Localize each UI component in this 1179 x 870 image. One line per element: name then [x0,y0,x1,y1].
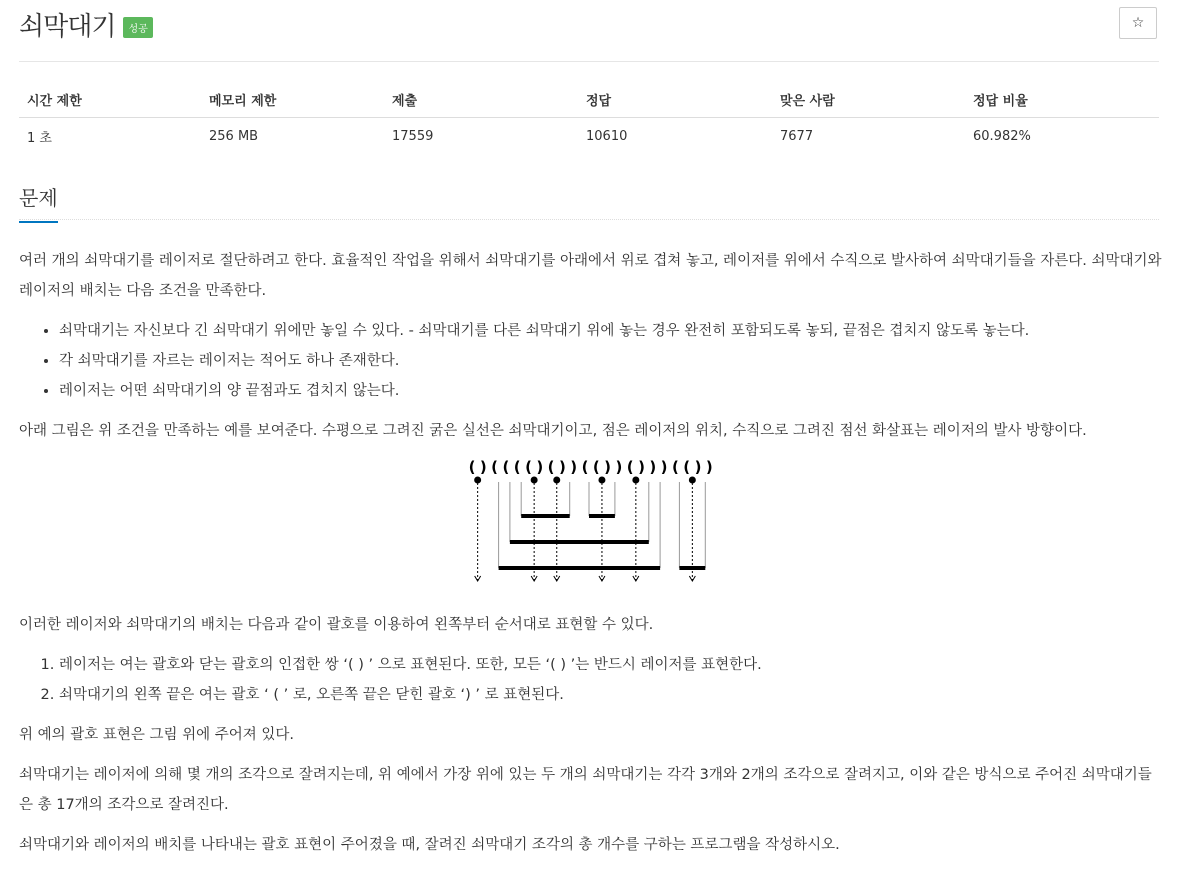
paren-char: ( [525,458,532,476]
list-item: • 각 쇠막대기를 자르는 레이저는 적어도 하나 존재한다. [59,346,1164,376]
accepted-value: 10610 [586,129,628,144]
problem-info-table [19,82,1159,155]
description-paragraph: 아래 그림은 위 조건을 만족하는 예를 보여준다. 수평으로 그려진 굵은 실선은 쇠막대기이고, 점은 레이저의 위치, 수직으로 그려진 점선 화살표는 레이저의 발사 방향이다. [19,423,1087,439]
header-solvers: 맞은 사람 [772,82,965,118]
description-paragraph: 쇠막대기는 레이저에 의해 몇 개의 조각으로 잘려지는데, 위 예에서 가장 위에 있는 두 개의 쇠막대기는 각각 3개와 2개의 조각으로 잘려지고, 이와 같은 방식으로 주어진 쇠막대기들은 총 17개의 조각으로 잘려진다. [19,767,1152,813]
paren-char: ( [547,458,555,476]
paren-char: ( [592,458,600,476]
list-item: • 쇠막대기는 자신보다 긴 쇠막대기 위에만 놓일 수 있다. - 쇠막대기를 다른 쇠막대기 위에 놓는 경우 완전히 포함되도록 놓되, 끝점은 겹치지 않도록 놓는다. [59,316,1164,346]
paren-char: ( [468,458,476,476]
star-button[interactable] [1119,7,1157,39]
description-paragraph: 이러한 레이저와 쇠막대기의 배치는 다음과 같이 괄호를 이용하여 왼쪽부터 순서대로 표현할 수 있다. [19,617,654,633]
paren-char: ) [536,458,544,476]
paren-char: ) [660,458,668,476]
laser-dot [689,477,696,484]
section-heading [19,182,58,223]
rules-list [19,650,1164,710]
table-row [19,118,1159,156]
submissions-value: 17559 [392,129,434,144]
laser-dot [531,477,538,484]
description-paragraph: 쇠막대기와 레이저의 배치를 나타내는 괄호 표현이 주어졌을 때, 잘려진 쇠막대기 조각의 총 개수를 구하는 프로그램을 작성하시오. [19,837,840,853]
paren-char: ) [638,458,645,476]
list-item: • 레이저는 어떤 쇠막대기의 양 끝점과도 겹치지 않는다. [59,376,1164,406]
section-title: 문제 [19,182,58,223]
header-accepted: 정답 [578,82,772,118]
paren-char: ( [513,458,521,476]
header-ratio: 정답 비율 [965,82,1159,118]
list-item: 2. 쇠막대기의 왼쪽 끝은 여는 괄호 ‘ ( ’ 로, 오른쪽 끝은 닫힌 괄호 ‘) ’ 로 표현된다. [59,680,1164,710]
header-memory-limit: 메모리 제한 [201,82,384,118]
iron-bars-figure [19,452,1159,602]
paren-char: ) [615,458,623,476]
description-paragraph: 위 예의 괄호 표현은 그림 위에 주어져 있다. [19,727,294,743]
conditions-list [19,316,1164,406]
iron-bars-diagram [19,452,1159,602]
ratio-value: 60.982% [973,129,1031,144]
paren-char: ) [604,458,612,476]
header-divider [19,61,1159,62]
star-icon: ☆ [1131,15,1145,31]
paren-char: ( [581,458,589,476]
problem-title: 쇠막대기 [19,11,116,42]
problem-header [19,4,153,44]
list-item: 1. 레이저는 여는 괄호와 닫는 괄호의 인접한 쌍 ‘( ) ’ 으로 표현된다. 또한, 모든 ‘( ) ’는 반드시 레이저를 표현한다. [59,650,1164,680]
paren-char: ) [479,458,487,476]
paren-char: ( [502,458,510,476]
solvers-value: 7677 [780,129,814,144]
header-submissions: 제출 [384,82,578,118]
problem-description [19,246,1164,870]
status-badge: 성공 [123,17,152,38]
time-limit-value: 1 초 [27,131,52,146]
description-paragraph: 여러 개의 쇠막대기를 레이저로 절단하려고 한다. 효율적인 작업을 위해서 쇠막대기를 아래에서 위로 겹쳐 놓고, 레이저를 위에서 수직으로 발사하여 쇠막대기들을 자른다. 쇠막대기와 레이저의 배치는 다음 조건을 만족한다. [19,253,1162,299]
paren-char: ) [558,458,566,476]
paren-char: ) [570,458,578,476]
section-divider [19,219,1159,220]
memory-limit-value: 256 MB [209,129,259,144]
laser-dot [632,477,639,484]
table-header-row [19,82,1159,118]
paren-char: ( [626,458,634,476]
header-time-limit: 시간 제한 [19,82,201,118]
laser-dot [553,477,560,484]
paren-char: ) [694,458,702,476]
laser-dot [598,477,605,484]
paren-char: ) [705,458,713,476]
paren-char: ( [671,458,679,476]
laser-dot [474,477,481,484]
paren-char: ) [649,458,657,476]
paren-char: ( [491,458,499,476]
paren-char: ( [683,458,691,476]
